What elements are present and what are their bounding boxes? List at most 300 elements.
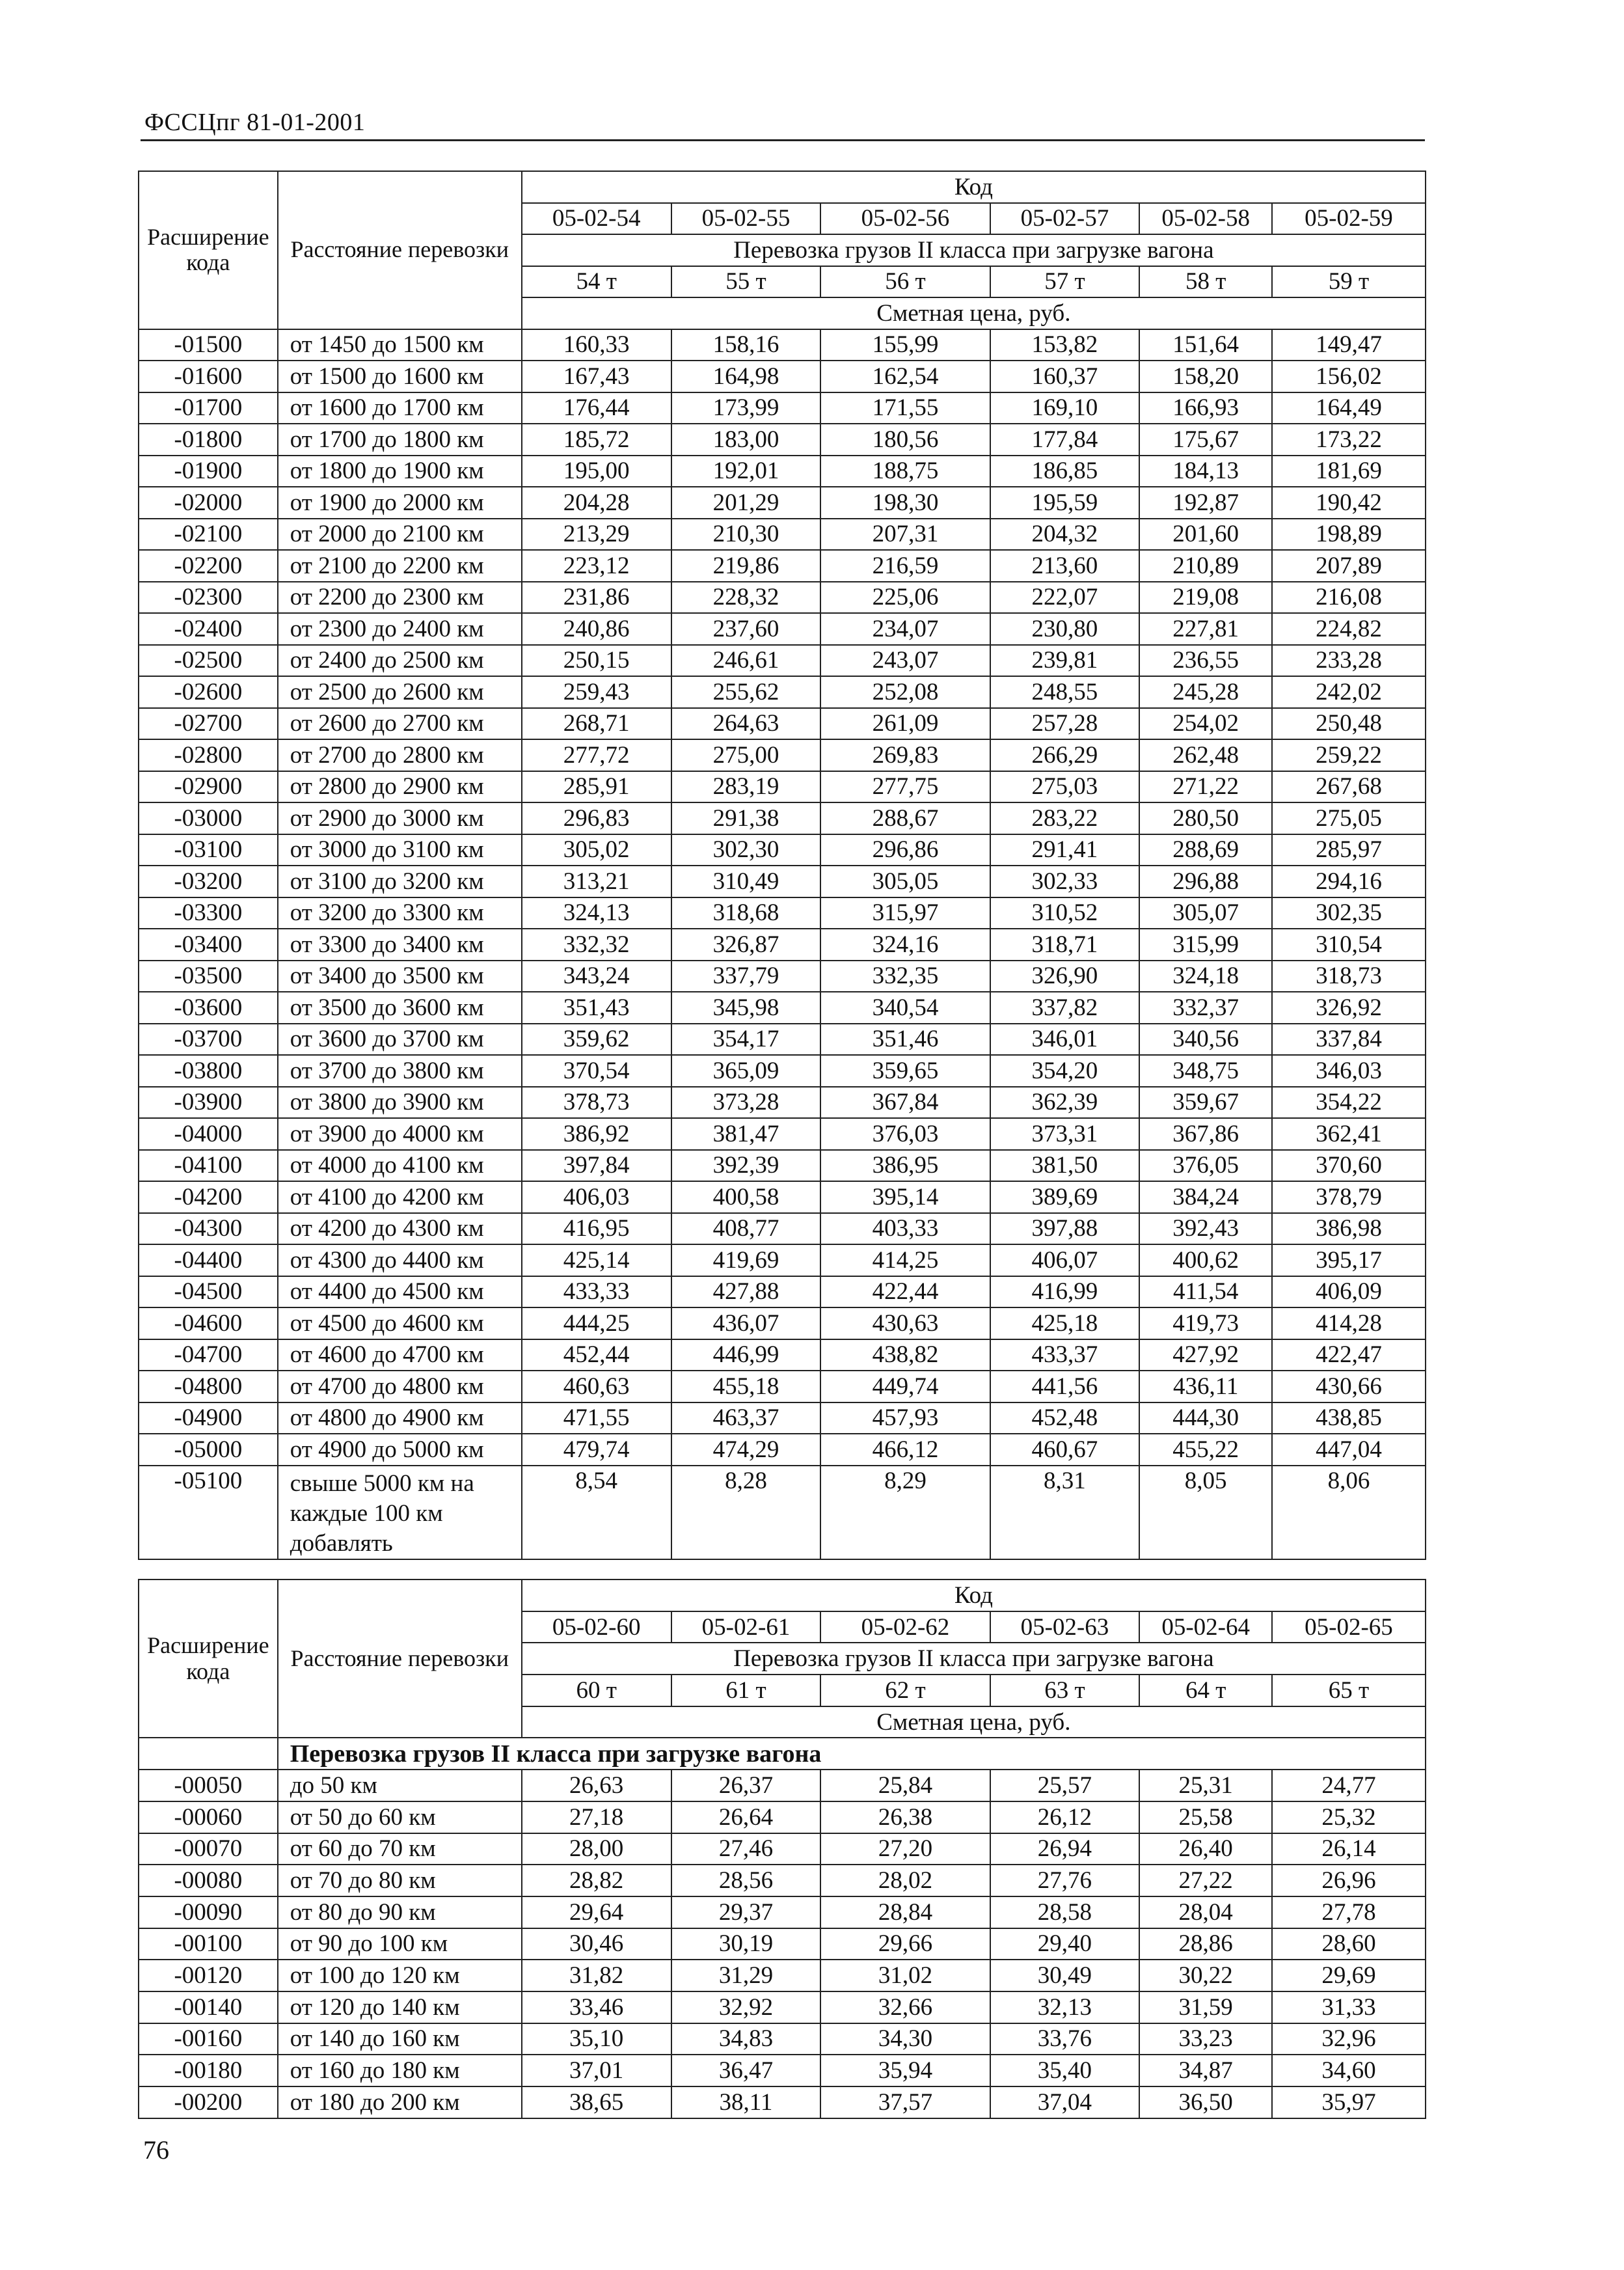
price-table-1 xyxy=(138,171,1426,1560)
price-value: 28,84 xyxy=(820,1896,990,1928)
price-value: 397,84 xyxy=(522,1150,671,1182)
price-value: 414,25 xyxy=(820,1244,990,1276)
price-value: 296,88 xyxy=(1139,866,1272,897)
row-code: -01800 xyxy=(139,424,278,456)
row-distance: от 4900 до 5000 км xyxy=(278,1434,522,1466)
table-row xyxy=(139,676,1426,708)
table-row xyxy=(139,550,1426,582)
price-value: 8,31 xyxy=(990,1466,1140,1560)
row-distance: от 2600 до 2700 км xyxy=(278,708,522,740)
price-value: 166,93 xyxy=(1139,392,1272,424)
price-value: 37,01 xyxy=(522,2055,671,2086)
price-value: 275,05 xyxy=(1272,802,1426,834)
price-value: 164,98 xyxy=(671,361,821,392)
row-code: -04600 xyxy=(139,1307,278,1339)
price-value: 254,02 xyxy=(1139,708,1272,740)
price-value: 257,28 xyxy=(990,708,1140,740)
row-distance: до 50 км xyxy=(278,1770,522,1801)
price-value: 171,55 xyxy=(820,392,990,424)
table-row xyxy=(139,1213,1426,1245)
price-value: 25,32 xyxy=(1272,1801,1426,1833)
price-value: 240,86 xyxy=(522,613,671,645)
price-value: 176,44 xyxy=(522,392,671,424)
price-value: 239,81 xyxy=(990,645,1140,677)
price-value: 422,44 xyxy=(820,1276,990,1308)
price-value: 370,54 xyxy=(522,1055,671,1087)
row-distance: от 2100 до 2200 км xyxy=(278,550,522,582)
price-value: 332,35 xyxy=(820,961,990,992)
row-distance: от 3100 до 3200 км xyxy=(278,866,522,897)
column-header-distance: Расстояние перевозки xyxy=(278,171,522,329)
price-value: 30,19 xyxy=(671,1928,821,1960)
price-value: 25,31 xyxy=(1139,1770,1272,1801)
price-value: 392,39 xyxy=(671,1150,821,1182)
price-value: 406,03 xyxy=(522,1181,671,1213)
price-value: 26,96 xyxy=(1272,1865,1426,1896)
code-cell: 05-02-59 xyxy=(1272,203,1426,235)
row-distance: от 3300 до 3400 км xyxy=(278,929,522,961)
table-row xyxy=(139,1087,1426,1119)
table-row xyxy=(139,2055,1426,2086)
price-value: 158,20 xyxy=(1139,361,1272,392)
price-value: 452,44 xyxy=(522,1339,671,1371)
price-value: 149,47 xyxy=(1272,329,1426,361)
price-value: 326,87 xyxy=(671,929,821,961)
price-value: 34,87 xyxy=(1139,2055,1272,2086)
price-value: 269,83 xyxy=(820,739,990,771)
price-value: 180,56 xyxy=(820,424,990,456)
price-value: 277,72 xyxy=(522,739,671,771)
price-value: 31,02 xyxy=(820,1960,990,1991)
row-code: -03500 xyxy=(139,961,278,992)
price-value: 250,15 xyxy=(522,645,671,677)
row-code: -03300 xyxy=(139,897,278,929)
price-value: 195,59 xyxy=(990,487,1140,519)
price-value: 425,14 xyxy=(522,1244,671,1276)
table-row xyxy=(139,1055,1426,1087)
price-value: 248,55 xyxy=(990,676,1140,708)
empty-cell xyxy=(139,1738,278,1770)
price-value: 26,38 xyxy=(820,1801,990,1833)
price-value: 262,48 xyxy=(1139,739,1272,771)
price-value: 318,68 xyxy=(671,897,821,929)
price-value: 186,85 xyxy=(990,456,1140,487)
row-distance: от 100 до 120 км xyxy=(278,1960,522,1991)
price-value: 430,63 xyxy=(820,1307,990,1339)
table-row xyxy=(139,1118,1426,1150)
price-value: 414,28 xyxy=(1272,1307,1426,1339)
price-value: 160,37 xyxy=(990,361,1140,392)
row-code: -03200 xyxy=(139,866,278,897)
price-value: 38,65 xyxy=(522,2086,671,2118)
row-distance: от 1800 до 1900 км xyxy=(278,456,522,487)
price-value: 376,03 xyxy=(820,1118,990,1150)
price-value: 332,32 xyxy=(522,929,671,961)
load-cell: 59 т xyxy=(1272,266,1426,298)
price-value: 31,33 xyxy=(1272,1991,1426,2023)
price-value: 32,96 xyxy=(1272,2023,1426,2055)
price-value: 27,46 xyxy=(671,1833,821,1865)
price-value: 158,16 xyxy=(671,329,821,361)
price-value: 31,29 xyxy=(671,1960,821,1991)
price-value: 351,43 xyxy=(522,992,671,1024)
price-value: 243,07 xyxy=(820,645,990,677)
table-row xyxy=(139,1181,1426,1213)
price-value: 198,89 xyxy=(1272,519,1426,551)
price-value: 222,07 xyxy=(990,582,1140,614)
load-cell: 56 т xyxy=(820,266,990,298)
row-code: -04800 xyxy=(139,1371,278,1402)
price-value: 277,75 xyxy=(820,771,990,803)
table-row xyxy=(139,1024,1426,1056)
price-value: 266,29 xyxy=(990,739,1140,771)
price-value: 416,99 xyxy=(990,1276,1140,1308)
row-distance: от 2500 до 2600 км xyxy=(278,676,522,708)
price-value: 403,33 xyxy=(820,1213,990,1245)
price-value: 318,71 xyxy=(990,929,1140,961)
price-value: 337,82 xyxy=(990,992,1140,1024)
price-value: 219,86 xyxy=(671,550,821,582)
price-value: 36,47 xyxy=(671,2055,821,2086)
row-code: -00200 xyxy=(139,2086,278,2118)
price-value: 305,07 xyxy=(1139,897,1272,929)
price-value: 175,67 xyxy=(1139,424,1272,456)
row-distance: от 3200 до 3300 км xyxy=(278,897,522,929)
price-value: 457,93 xyxy=(820,1402,990,1434)
price-value: 35,97 xyxy=(1272,2086,1426,2118)
price-value: 291,41 xyxy=(990,834,1140,866)
price-value: 29,69 xyxy=(1272,1960,1426,1991)
price-value: 294,16 xyxy=(1272,866,1426,897)
price-value: 378,79 xyxy=(1272,1181,1426,1213)
row-distance: от 4000 до 4100 км xyxy=(278,1150,522,1182)
table-row xyxy=(139,645,1426,677)
price-value: 25,57 xyxy=(990,1770,1140,1801)
row-code: -03000 xyxy=(139,802,278,834)
price-value: 8,54 xyxy=(522,1466,671,1560)
price-value: 436,07 xyxy=(671,1307,821,1339)
price-value: 386,95 xyxy=(820,1150,990,1182)
row-code: -00120 xyxy=(139,1960,278,1991)
price-value: 213,29 xyxy=(522,519,671,551)
price-value: 34,30 xyxy=(820,2023,990,2055)
price-value: 438,85 xyxy=(1272,1402,1426,1434)
price-value: 381,47 xyxy=(671,1118,821,1150)
row-distance: от 2000 до 2100 км xyxy=(278,519,522,551)
table-row xyxy=(139,1244,1426,1276)
price-value: 28,00 xyxy=(522,1833,671,1865)
table-row xyxy=(139,2023,1426,2055)
row-code: -00160 xyxy=(139,2023,278,2055)
price-value: 26,64 xyxy=(671,1801,821,1833)
table-row xyxy=(139,834,1426,866)
price-value: 38,11 xyxy=(671,2086,821,2118)
price-value: 28,86 xyxy=(1139,1928,1272,1960)
price-value: 37,04 xyxy=(990,2086,1140,2118)
price-value: 195,00 xyxy=(522,456,671,487)
price-value: 8,06 xyxy=(1272,1466,1426,1560)
price-value: 188,75 xyxy=(820,456,990,487)
price-value: 25,58 xyxy=(1139,1801,1272,1833)
price-value: 332,37 xyxy=(1139,992,1272,1024)
price-value: 359,65 xyxy=(820,1055,990,1087)
price-value: 29,40 xyxy=(990,1928,1140,1960)
table-row xyxy=(139,613,1426,645)
row-distance: от 1500 до 1600 км xyxy=(278,361,522,392)
load-cell: 55 т xyxy=(671,266,821,298)
price-value: 337,79 xyxy=(671,961,821,992)
price-value: 29,64 xyxy=(522,1896,671,1928)
price-value: 28,04 xyxy=(1139,1896,1272,1928)
load-cell: 61 т xyxy=(671,1675,821,1706)
row-distance: от 4300 до 4400 км xyxy=(278,1244,522,1276)
price-value: 27,18 xyxy=(522,1801,671,1833)
price-value: 310,49 xyxy=(671,866,821,897)
row-code: -00060 xyxy=(139,1801,278,1833)
table-row xyxy=(139,1150,1426,1182)
price-value: 384,24 xyxy=(1139,1181,1272,1213)
price-value: 181,69 xyxy=(1272,456,1426,487)
price-value: 26,12 xyxy=(990,1801,1140,1833)
row-code: -04500 xyxy=(139,1276,278,1308)
price-value: 33,23 xyxy=(1139,2023,1272,2055)
row-code: -03100 xyxy=(139,834,278,866)
price-value: 245,28 xyxy=(1139,676,1272,708)
price-value: 267,68 xyxy=(1272,771,1426,803)
table-row xyxy=(139,929,1426,961)
row-distance: от 50 до 60 км xyxy=(278,1801,522,1833)
table-row xyxy=(139,866,1426,897)
load-cell: 63 т xyxy=(990,1675,1140,1706)
row-code: -04000 xyxy=(139,1118,278,1150)
load-cell: 57 т xyxy=(990,266,1140,298)
code-cell: 05-02-62 xyxy=(820,1611,990,1643)
price-value: 25,84 xyxy=(820,1770,990,1801)
price-value: 35,94 xyxy=(820,2055,990,2086)
row-code: -01900 xyxy=(139,456,278,487)
row-distance: от 3800 до 3900 км xyxy=(278,1087,522,1119)
code-cell: 05-02-65 xyxy=(1272,1611,1426,1643)
row-distance: от 2900 до 3000 км xyxy=(278,802,522,834)
price-value: 8,05 xyxy=(1139,1466,1272,1560)
price-value: 425,18 xyxy=(990,1307,1140,1339)
price-value: 216,08 xyxy=(1272,582,1426,614)
price-value: 162,54 xyxy=(820,361,990,392)
price-value: 210,89 xyxy=(1139,550,1272,582)
price-value: 153,82 xyxy=(990,329,1140,361)
row-code: -02300 xyxy=(139,582,278,614)
price-value: 302,35 xyxy=(1272,897,1426,929)
table-row xyxy=(139,1339,1426,1371)
price-value: 340,54 xyxy=(820,992,990,1024)
price-value: 201,29 xyxy=(671,487,821,519)
code-cell: 05-02-61 xyxy=(671,1611,821,1643)
row-code: -00090 xyxy=(139,1896,278,1928)
price-value: 32,66 xyxy=(820,1991,990,2023)
row-distance: от 4700 до 4800 км xyxy=(278,1371,522,1402)
table-row xyxy=(139,771,1426,803)
price-value: 204,28 xyxy=(522,487,671,519)
code-cell: 05-02-64 xyxy=(1139,1611,1272,1643)
price-value: 8,29 xyxy=(820,1466,990,1560)
price-value: 30,49 xyxy=(990,1960,1140,1991)
code-cell: 05-02-56 xyxy=(820,203,990,235)
price-value: 28,02 xyxy=(820,1865,990,1896)
price-value: 35,40 xyxy=(990,2055,1140,2086)
header-rule xyxy=(141,139,1425,141)
price-value: 433,33 xyxy=(522,1276,671,1308)
row-code: -02200 xyxy=(139,550,278,582)
table-row xyxy=(139,392,1426,424)
price-value: 359,67 xyxy=(1139,1087,1272,1119)
price-value: 400,58 xyxy=(671,1181,821,1213)
row-code: -02600 xyxy=(139,676,278,708)
price-value: 305,05 xyxy=(820,866,990,897)
table-row xyxy=(139,802,1426,834)
price-value: 474,29 xyxy=(671,1434,821,1466)
price-value: 296,83 xyxy=(522,802,671,834)
row-distance: от 1900 до 2000 км xyxy=(278,487,522,519)
price-value: 192,87 xyxy=(1139,487,1272,519)
price-label: Сметная цена, руб. xyxy=(522,1706,1426,1738)
row-code: -03800 xyxy=(139,1055,278,1087)
document-header: ФССЦпг 81-01-2001 xyxy=(144,109,366,136)
price-value: 411,54 xyxy=(1139,1276,1272,1308)
price-value: 378,73 xyxy=(522,1087,671,1119)
price-value: 259,43 xyxy=(522,676,671,708)
price-value: 268,71 xyxy=(522,708,671,740)
row-code: -04700 xyxy=(139,1339,278,1371)
price-value: 32,92 xyxy=(671,1991,821,2023)
row-code: -00080 xyxy=(139,1865,278,1896)
row-distance: от 2300 до 2400 км xyxy=(278,613,522,645)
section-title: Перевозка грузов II класса при загрузке вагона xyxy=(278,1738,1426,1770)
row-distance-note: свыше 5000 км на каждые 100 км добавлять xyxy=(278,1466,522,1560)
price-value: 406,09 xyxy=(1272,1276,1426,1308)
price-value: 408,77 xyxy=(671,1213,821,1245)
code-cell: 05-02-57 xyxy=(990,203,1140,235)
price-value: 227,81 xyxy=(1139,613,1272,645)
table-row-extra xyxy=(139,1466,1426,1560)
price-value: 259,22 xyxy=(1272,739,1426,771)
price-value: 280,50 xyxy=(1139,802,1272,834)
price-value: 36,50 xyxy=(1139,2086,1272,2118)
price-value: 231,86 xyxy=(522,582,671,614)
price-value: 395,14 xyxy=(820,1181,990,1213)
price-value: 285,97 xyxy=(1272,834,1426,866)
code-cell: 05-02-54 xyxy=(522,203,671,235)
price-value: 291,38 xyxy=(671,802,821,834)
price-value: 389,69 xyxy=(990,1181,1140,1213)
row-distance: от 2700 до 2800 км xyxy=(278,739,522,771)
price-value: 255,62 xyxy=(671,676,821,708)
row-code: -00180 xyxy=(139,2055,278,2086)
price-value: 275,00 xyxy=(671,739,821,771)
row-distance: от 80 до 90 км xyxy=(278,1896,522,1928)
table-row xyxy=(139,582,1426,614)
row-distance: от 60 до 70 км xyxy=(278,1833,522,1865)
price-value: 315,99 xyxy=(1139,929,1272,961)
code-cell: 05-02-60 xyxy=(522,1611,671,1643)
price-value: 315,97 xyxy=(820,897,990,929)
row-distance: от 3900 до 4000 км xyxy=(278,1118,522,1150)
table-row xyxy=(139,708,1426,740)
price-value: 444,25 xyxy=(522,1307,671,1339)
table-row xyxy=(139,1865,1426,1896)
row-code: -04200 xyxy=(139,1181,278,1213)
price-value: 324,18 xyxy=(1139,961,1272,992)
price-value: 449,74 xyxy=(820,1371,990,1402)
row-distance: от 90 до 100 км xyxy=(278,1928,522,1960)
price-value: 452,48 xyxy=(990,1402,1140,1434)
row-code: -04100 xyxy=(139,1150,278,1182)
price-value: 233,28 xyxy=(1272,645,1426,677)
price-value: 26,40 xyxy=(1139,1833,1272,1865)
price-value: 447,04 xyxy=(1272,1434,1426,1466)
price-value: 422,47 xyxy=(1272,1339,1426,1371)
row-code: -02700 xyxy=(139,708,278,740)
price-value: 184,13 xyxy=(1139,456,1272,487)
row-code: -01700 xyxy=(139,392,278,424)
price-value: 230,80 xyxy=(990,613,1140,645)
transport-subtitle: Перевозка грузов II класса при загрузке вагона xyxy=(522,234,1426,266)
price-value: 28,56 xyxy=(671,1865,821,1896)
price-value: 373,31 xyxy=(990,1118,1140,1150)
price-value: 34,60 xyxy=(1272,2055,1426,2086)
row-code: -03400 xyxy=(139,929,278,961)
row-distance: от 70 до 80 км xyxy=(278,1865,522,1896)
price-value: 359,62 xyxy=(522,1024,671,1056)
table-row xyxy=(139,992,1426,1024)
price-value: 455,22 xyxy=(1139,1434,1272,1466)
table-row xyxy=(139,424,1426,456)
price-value: 26,63 xyxy=(522,1770,671,1801)
row-distance: от 140 до 160 км xyxy=(278,2023,522,2055)
price-value: 318,73 xyxy=(1272,961,1426,992)
row-code: -00100 xyxy=(139,1928,278,1960)
row-distance: от 1450 до 1500 км xyxy=(278,329,522,361)
table-row xyxy=(139,1960,1426,1991)
price-value: 438,82 xyxy=(820,1339,990,1371)
price-value: 381,50 xyxy=(990,1150,1140,1182)
price-value: 31,82 xyxy=(522,1960,671,1991)
price-value: 155,99 xyxy=(820,329,990,361)
price-value: 392,43 xyxy=(1139,1213,1272,1245)
price-value: 386,98 xyxy=(1272,1213,1426,1245)
row-distance: от 2400 до 2500 км xyxy=(278,645,522,677)
table-row xyxy=(139,361,1426,392)
price-value: 234,07 xyxy=(820,613,990,645)
row-code: -01600 xyxy=(139,361,278,392)
price-value: 419,73 xyxy=(1139,1307,1272,1339)
table-row xyxy=(139,2086,1426,2118)
price-value: 302,30 xyxy=(671,834,821,866)
table-row xyxy=(139,1402,1426,1434)
price-value: 156,02 xyxy=(1272,361,1426,392)
row-distance: от 1600 до 1700 км xyxy=(278,392,522,424)
price-value: 28,60 xyxy=(1272,1928,1426,1960)
row-code: -00050 xyxy=(139,1770,278,1801)
price-value: 455,18 xyxy=(671,1371,821,1402)
price-value: 406,07 xyxy=(990,1244,1140,1276)
price-value: 348,75 xyxy=(1139,1055,1272,1087)
price-value: 34,83 xyxy=(671,2023,821,2055)
price-value: 224,82 xyxy=(1272,613,1426,645)
price-value: 8,28 xyxy=(671,1466,821,1560)
price-value: 427,88 xyxy=(671,1276,821,1308)
price-value: 397,88 xyxy=(990,1213,1140,1245)
price-value: 27,20 xyxy=(820,1833,990,1865)
